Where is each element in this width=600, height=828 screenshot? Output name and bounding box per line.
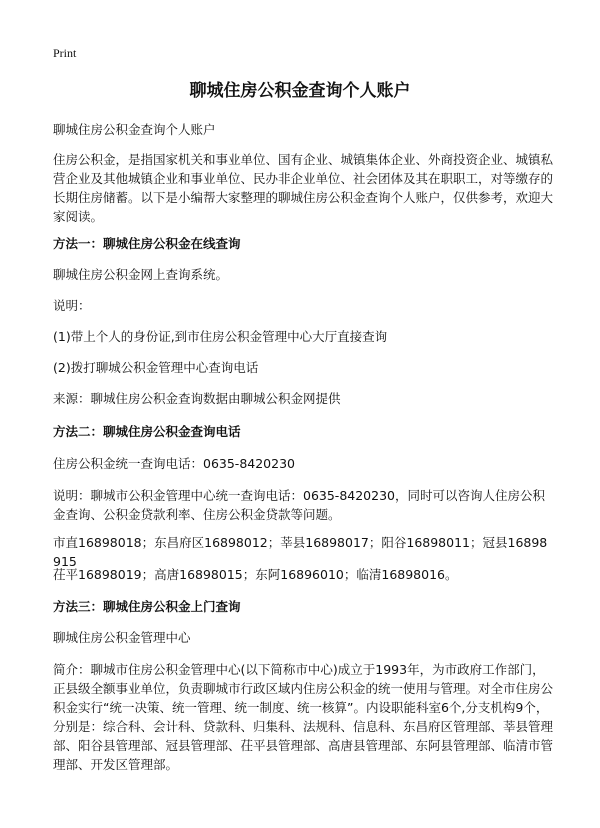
method1-line3: (1)带上个人的身份证,到市住房公积金管理中心大厅直接查询 bbox=[53, 329, 388, 344]
intro-paragraph: 住房公积金，是指国家机关和事业单位、国有企业、城镇集体企业、外商投资企业、城镇私营企业及其他城镇企业和事业单位、民办非企业单位、社会团体及其在职职工，对等缴存的长期住房储蓄。以下是小编帮大家整理的聊城住房公积金查询个人账户，仅供参考，欢迎大家阅读。 bbox=[53, 152, 554, 224]
method2-line1: 住房公积金统一查询电话：0635-8420230 bbox=[53, 456, 295, 471]
method1-line1: 聊城住房公积金网上查询系统。 bbox=[53, 267, 229, 282]
subtitle-line: 聊城住房公积金查询个人账户 bbox=[53, 122, 216, 137]
method2-heading: 方法二：聊城住房公积金查询电话 bbox=[53, 424, 241, 439]
method2-line4: 茌平16898019；高唐16898015；东阿16896010；临清16898016。 bbox=[53, 567, 458, 582]
page-title: 聊城住房公积金查询个人账户 bbox=[189, 81, 411, 101]
method1-line2: 说明： bbox=[53, 298, 91, 313]
method1-line4: (2)拨打聊城公积金管理中心查询电话 bbox=[53, 360, 259, 375]
method3-line1: 聊城住房公积金管理中心 bbox=[53, 630, 191, 645]
method1-line5: 来源：聊城住房公积金查询数据由聊城公积金网提供 bbox=[53, 391, 341, 406]
print-label: Print bbox=[53, 46, 77, 60]
method2-line2: 说明：聊城市公积金管理中心统一查询电话：0635-8420230，同时可以咨询人住房公积金查询、公积金贷款利率、住房公积金贷款等问题。 bbox=[53, 488, 545, 522]
method1-heading: 方法一：聊城住房公积金在线查询 bbox=[53, 236, 241, 251]
method3-heading: 方法三：聊城住房公积金上门查询 bbox=[53, 599, 241, 614]
method2-line3: 市直16898018；东昌府区16898012；莘县16898017；阳谷16898011；冠县16898915 bbox=[53, 535, 548, 569]
method3-line2: 简介：聊城市住房公积金管理中心(以下简称市中心)成立于1993年，为市政府工作部门，正县级全额事业单位，负责聊城市行政区域内住房公积金的统一使用与管理。对全市住房公积金实行“统一决策、统一管理、统一制度、统一核算”。内设职能科室6个,分支机构9个，分别是：综合科、会计科、贷款科、归集科、法规科、信息科、东昌府区管理部、莘县管理部、阳谷县管理部、冠县管理部、茌平县管理部、高唐县管理部、东阿县管理部、临清市管理部、开发区管理部。 bbox=[53, 662, 554, 772]
